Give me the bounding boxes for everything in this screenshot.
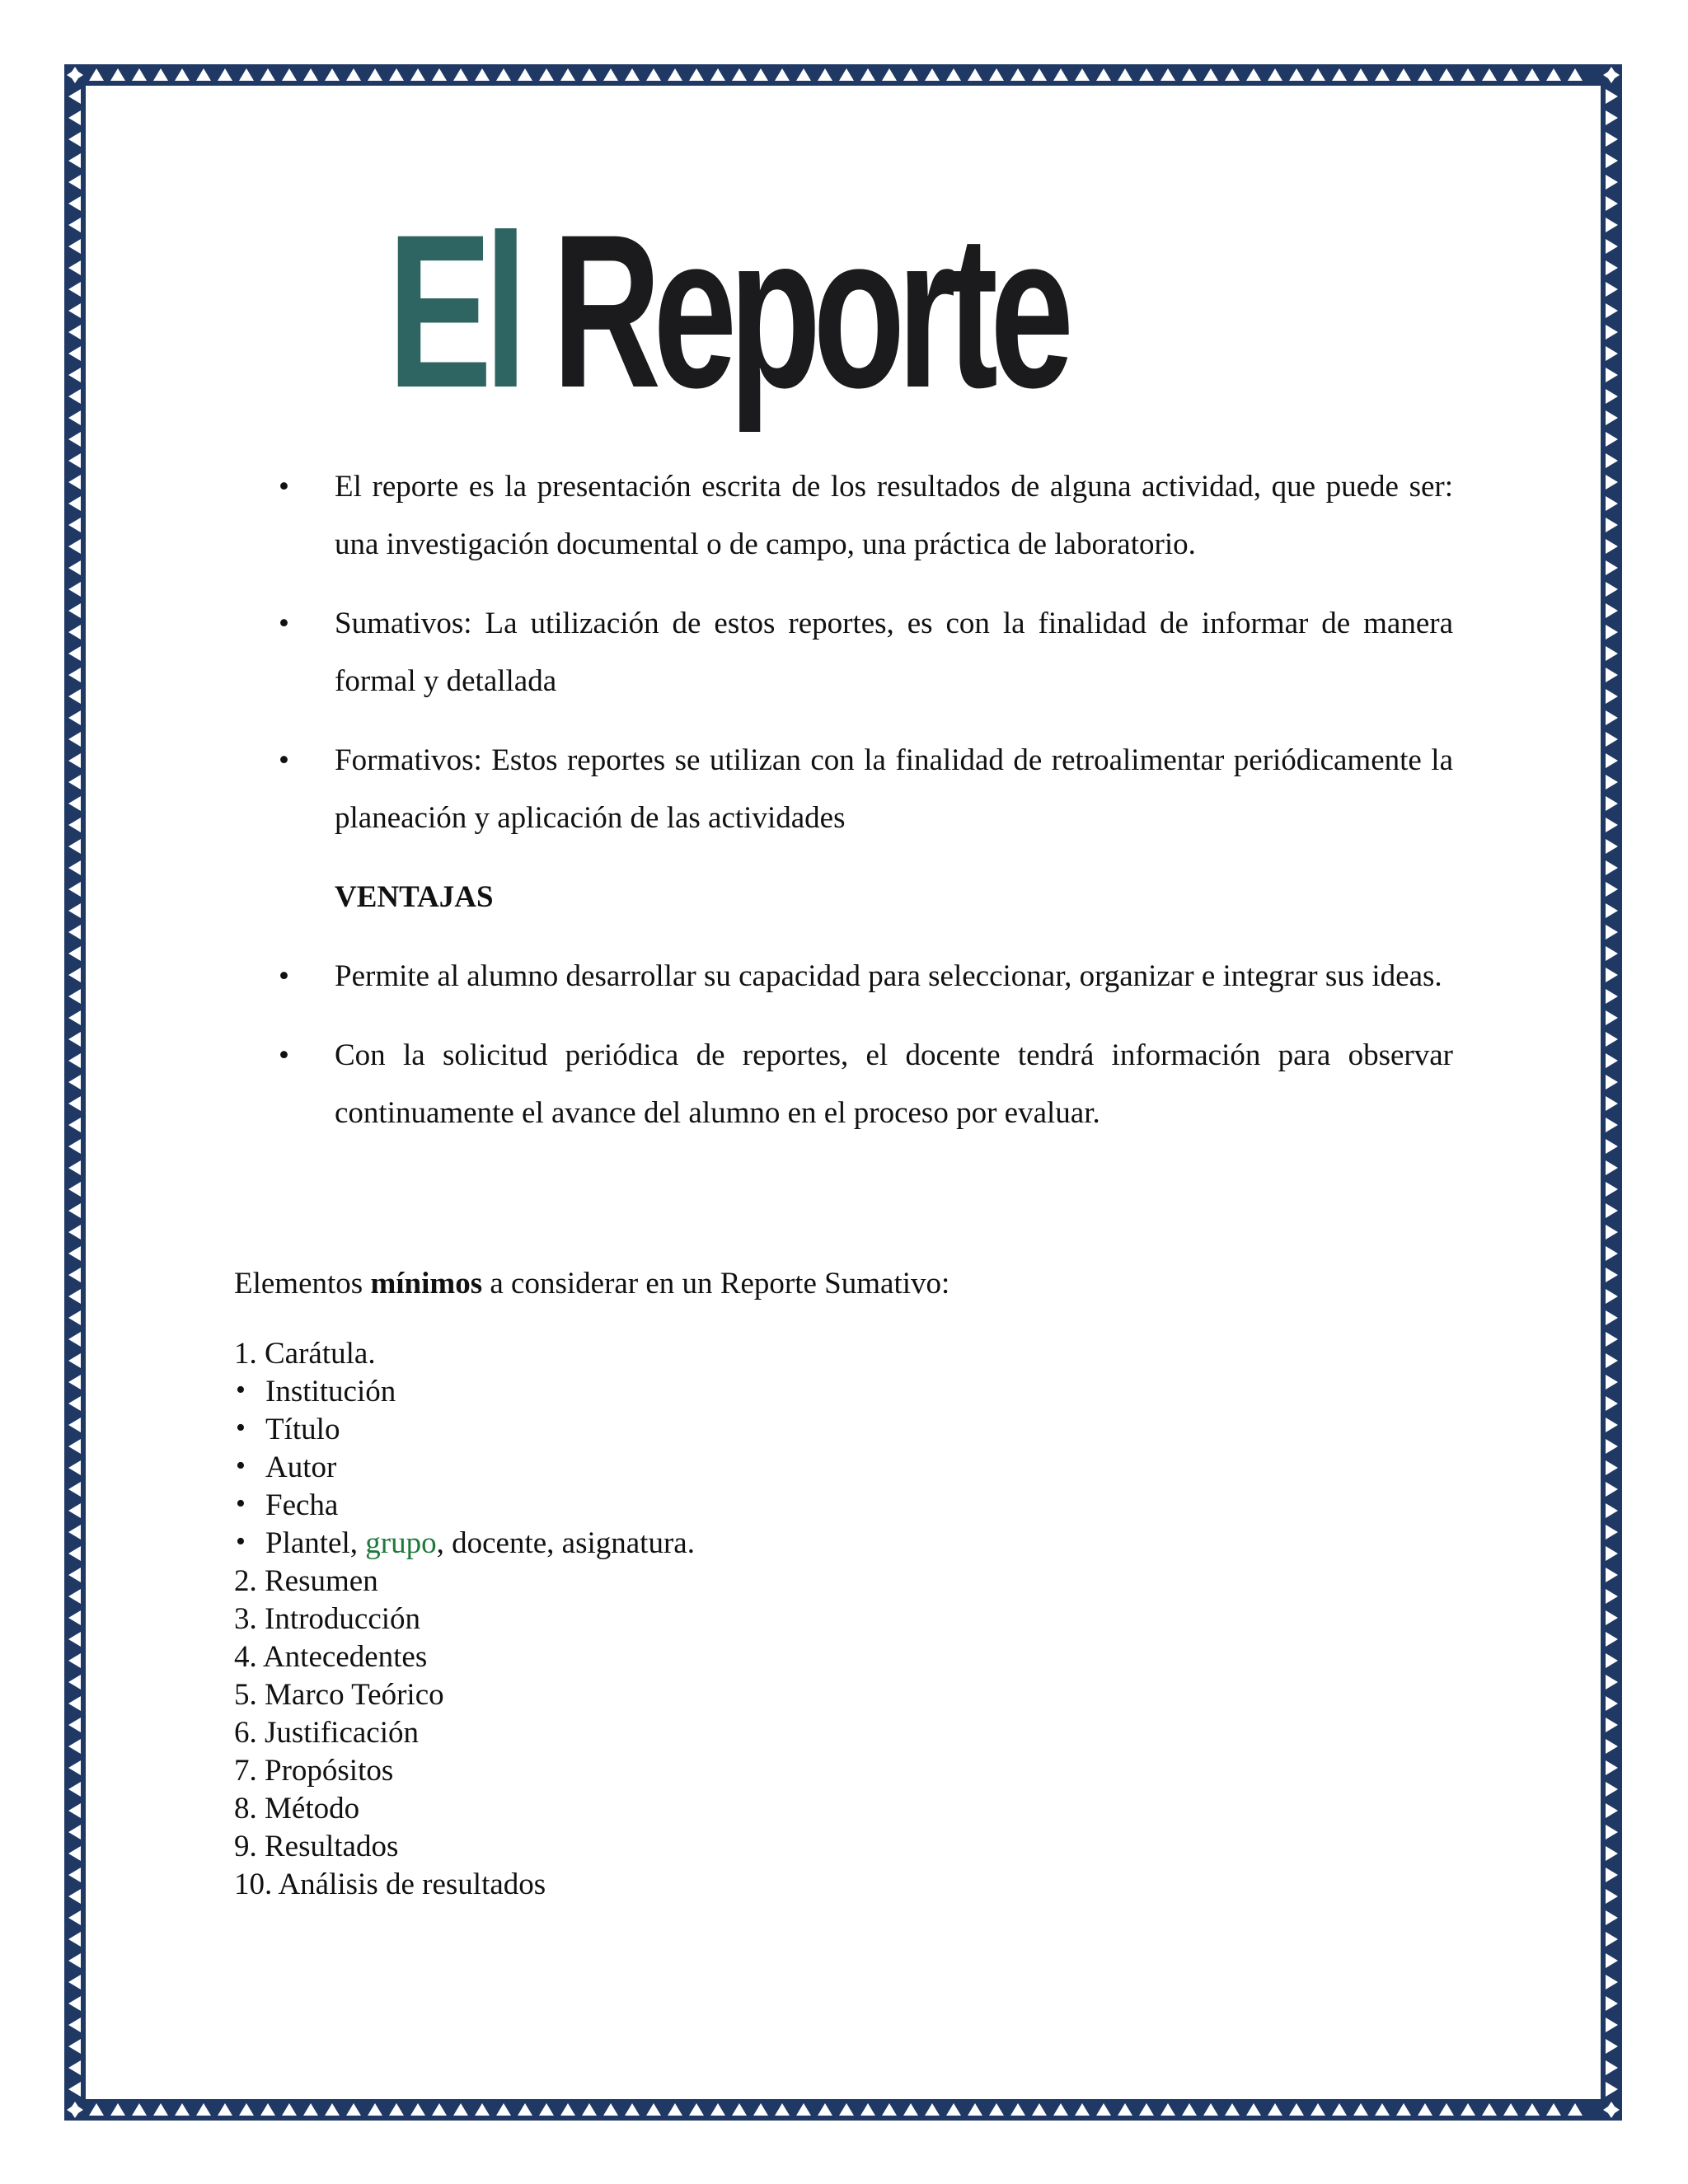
sub-item-text: Institución <box>265 1375 396 1408</box>
list-item: 4. Antecedentes <box>234 1640 428 1674</box>
elements-list <box>234 1335 1470 1904</box>
bullet-paragraph <box>279 732 1453 847</box>
bullet-marker: • <box>279 470 289 504</box>
ventaja-paragraph <box>279 948 1453 1005</box>
sub-list-item <box>234 1411 1470 1449</box>
list-item: 3. Introducción <box>234 1602 421 1636</box>
logo-part-el: El <box>387 190 520 434</box>
intro-bold: mínimos <box>370 1267 483 1301</box>
ventaja-text: Permite al alumno desarrollar su capacidad para seleccionar, organizar e integrar sus ideas. <box>335 959 1442 993</box>
list-item: 7. Propósitos <box>234 1754 394 1788</box>
ventaja-text: Con la solicitud periódica de reportes, el docente tendrá información para observar continuamente el avance del alumno en el proceso por evaluar. <box>335 1038 1453 1130</box>
bullet-paragraph <box>279 595 1453 710</box>
bullet-marker: • <box>279 607 289 640</box>
logo-part-reporte: Reporte <box>552 190 1067 434</box>
list-item: 1. Carátula. <box>234 1337 376 1371</box>
sub-list-item <box>234 1487 1470 1525</box>
sub-list-item <box>234 1373 1470 1411</box>
elements-intro <box>234 1259 1470 1309</box>
main-bullets <box>279 458 1453 1164</box>
bullet-text: Sumativos: La utilización de estos reportes, es con la finalidad de informar de manera formal y detallada <box>335 607 1453 698</box>
sub-item-text-end: , docente, asignatura. <box>436 1526 695 1560</box>
bullet-marker: • <box>236 1526 246 1557</box>
ventaja-paragraph <box>279 1027 1453 1142</box>
list-item: 5. Marco Teórico <box>234 1678 444 1712</box>
bullet-marker: • <box>279 1038 289 1072</box>
intro-text: Elementos <box>234 1267 371 1301</box>
bullet-marker: • <box>236 1488 246 1519</box>
bullet-marker: • <box>236 1375 246 1405</box>
bullet-marker: • <box>236 1451 246 1481</box>
list-item: 6. Justificación <box>234 1716 420 1750</box>
sub-list-item <box>234 1525 1470 1563</box>
sub-item-text: Fecha <box>265 1488 339 1522</box>
bullet-text: El reporte es la presentación escrita de los resultados de alguna actividad, que puede ser: una investigación documental o de campo, una práctica de laboratorio. <box>335 470 1453 561</box>
bullet-marker: • <box>279 959 289 993</box>
logo-el-reporte <box>387 188 1302 435</box>
list-item: 8. Método <box>234 1792 360 1825</box>
ventajas-heading: VENTAJAS <box>335 880 494 914</box>
list-item: 9. Resultados <box>234 1830 399 1863</box>
bullet-marker: • <box>279 743 289 777</box>
sub-item-text: Plantel, <box>265 1526 366 1560</box>
elements-section <box>234 1259 1470 1904</box>
intro-text-end: a considerar en un Reporte Sumativo: <box>482 1267 950 1301</box>
bullet-marker: • <box>236 1413 246 1443</box>
list-item: 2. Resumen <box>234 1564 378 1598</box>
grupo-link[interactable]: grupo <box>365 1526 437 1560</box>
sub-item-text: Autor <box>265 1451 337 1484</box>
sub-list-item <box>234 1449 1470 1487</box>
list-item: 10. Análisis de resultados <box>234 1868 546 1901</box>
bullet-paragraph <box>279 458 1453 574</box>
sub-item-text: Título <box>265 1413 340 1446</box>
bullet-text: Formativos: Estos reportes se utilizan con la finalidad de retroalimentar periódicamente la planeación y aplicación de las actividades <box>335 743 1453 835</box>
